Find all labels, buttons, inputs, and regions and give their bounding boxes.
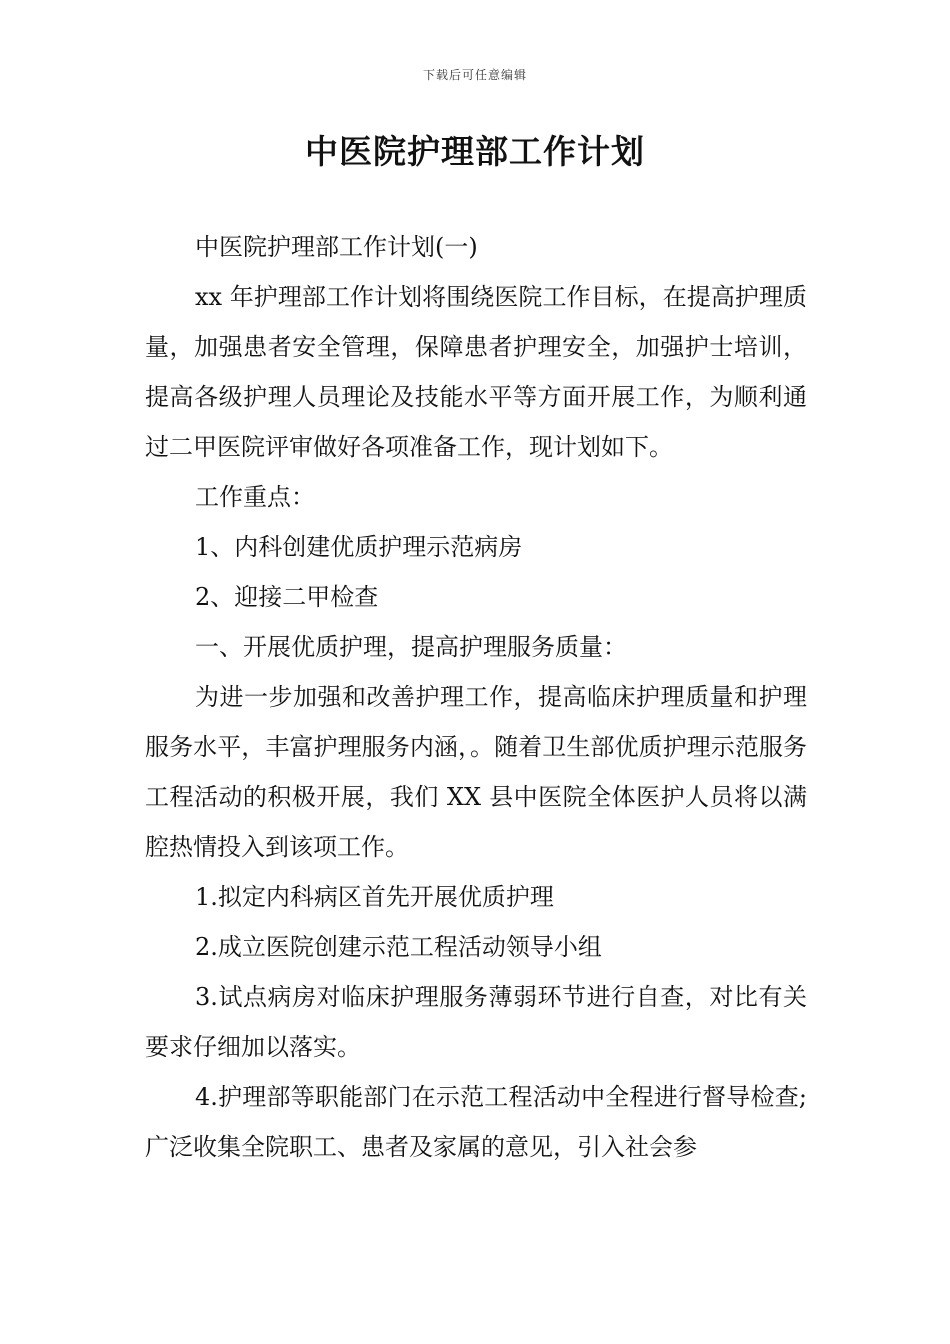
document-title: 中医院护理部工作计划 — [305, 132, 645, 171]
section-heading: 一、开展优质护理，提高护理服务质量： — [195, 633, 627, 661]
numbered-item: 1.拟定内科病区首先开展优质护理 — [195, 883, 554, 911]
section-subtitle: 中医院护理部工作计划(一) — [195, 233, 478, 261]
key-point-item: 1、内科创建优质护理示范病房 — [195, 533, 523, 561]
document-body — [145, 222, 807, 1172]
numbered-item: 3.试点病房对临床护理服务薄弱环节进行自查，对比有关要求仔细加以落实。 — [145, 983, 807, 1061]
numbered-item: 2.成立医院创建示范工程活动领导小组 — [195, 933, 602, 961]
body-paragraph: 为进一步加强和改善护理工作，提高临床护理质量和护理服务水平，丰富护理服务内涵，。随着卫生部优质护理示范服务工程活动的积极开展，我们 XX 县中医院全体医护人员将以满腔热情投入到该项工作。 — [145, 683, 807, 861]
numbered-item: 4.护理部等职能部门在示范工程活动中全程进行督导检查;广泛收集全院职工、患者及家属的意见，引入社会参 — [145, 1083, 807, 1161]
key-points-heading: 工作重点： — [195, 483, 315, 511]
intro-paragraph: xx 年护理部工作计划将围绕医院工作目标，在提高护理质量，加强患者安全管理，保障患者护理安全，加强护士培训，提高各级护理人员理论及技能水平等方面开展工作，为顺利通过二甲医院评审做好各项准备工作，现计划如下。 — [145, 283, 807, 461]
header-note: 下载后可任意编辑 — [422, 68, 527, 82]
key-point-item: 2、迎接二甲检查 — [195, 583, 379, 611]
